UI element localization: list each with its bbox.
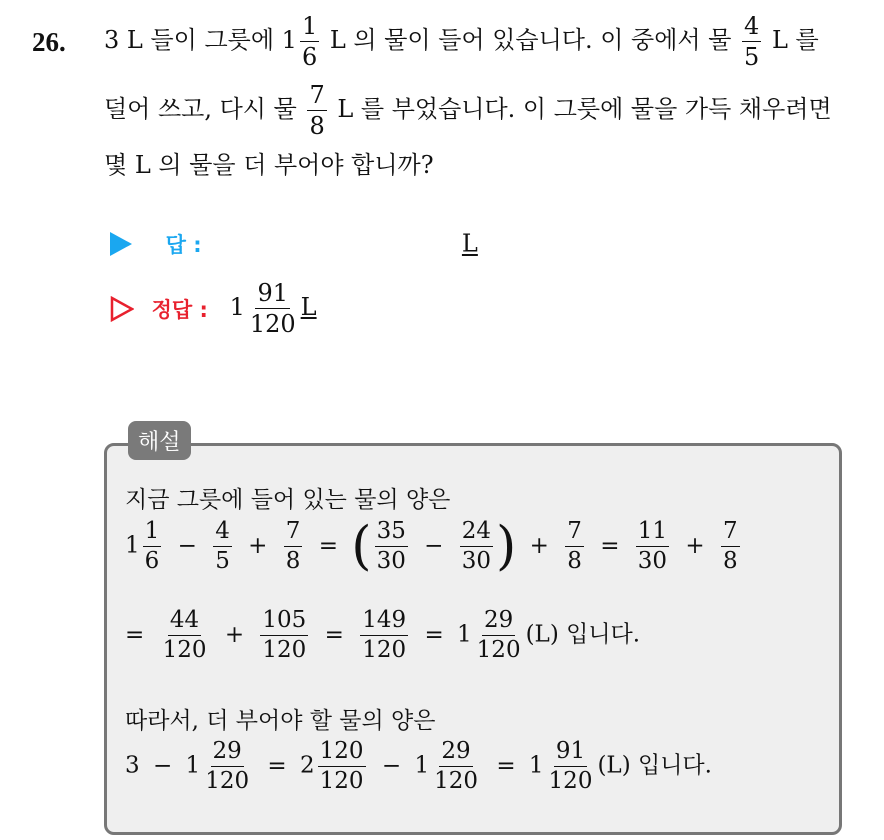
- explanation-line-4: 따라서, 더 부어야 할 물의 양은: [125, 708, 436, 734]
- mixed-number: 1 $\frac{1}{6}$: [281, 12, 318, 71]
- correct-answer-row: [110, 281, 317, 336]
- question-text: 3 L 들이 그릇에: [104, 26, 282, 54]
- question-number: 26.: [32, 27, 66, 57]
- fraction: $\frac{7}{8}$: [309, 81, 325, 140]
- question-text: 덜어 쓰고, 다시 물: [104, 95, 305, 123]
- play-outline-icon: [110, 296, 134, 322]
- fraction: $\frac{4}{5}$: [744, 12, 760, 71]
- play-filled-icon: [110, 232, 132, 256]
- explanation-equation-2: = $\frac{44}{120}$ + $\frac{105}{120}$ = $\frac{149}{120}$ = 1 $\frac{29}{120}$ (L) 입니다.: [125, 607, 641, 663]
- question-text: L 를 부었습니다. 이 그릇에 물을 가득 채우려면: [329, 95, 832, 123]
- explanation-equation-1: 1 $\frac{1}{6}$ − $\frac{4}{5}$ + $\frac{7}{8}$ = ( $\frac{35}{30}$ − $\frac{24}{30}$ ) + $\frac{7}{8}$ = $\frac{11}{30}$ + $\frac{7}{8}$: [125, 516, 738, 577]
- answer-unit: L: [461, 229, 478, 258]
- question-text: L 의 물이 들어 있습니다. 이 중에서 물: [322, 26, 740, 54]
- question-line-3: 몇 L 의 물을 더 부어야 합니까?: [104, 151, 434, 179]
- answer-label: 답 :: [165, 232, 202, 257]
- explanation-tag: 해설: [128, 421, 191, 460]
- answer-row: [110, 228, 478, 259]
- question-line-2: [104, 83, 832, 138]
- question-text: L 를: [764, 26, 819, 54]
- explanation-line-1: 지금 그릇에 들어 있는 물의 양은: [125, 487, 451, 513]
- explanation-equation-3: 3 − 1 $\frac{29}{120}$ = 2 $\frac{120}{120}$ − 1 $\frac{29}{120}$ = 1 $\frac{91}{120}$ (L) 입니다.: [125, 738, 712, 794]
- correct-answer-value: 1 $\frac{91}{120}$ L: [229, 279, 317, 338]
- question-line-1: [104, 14, 819, 69]
- correct-answer-label: 정답 :: [151, 297, 208, 322]
